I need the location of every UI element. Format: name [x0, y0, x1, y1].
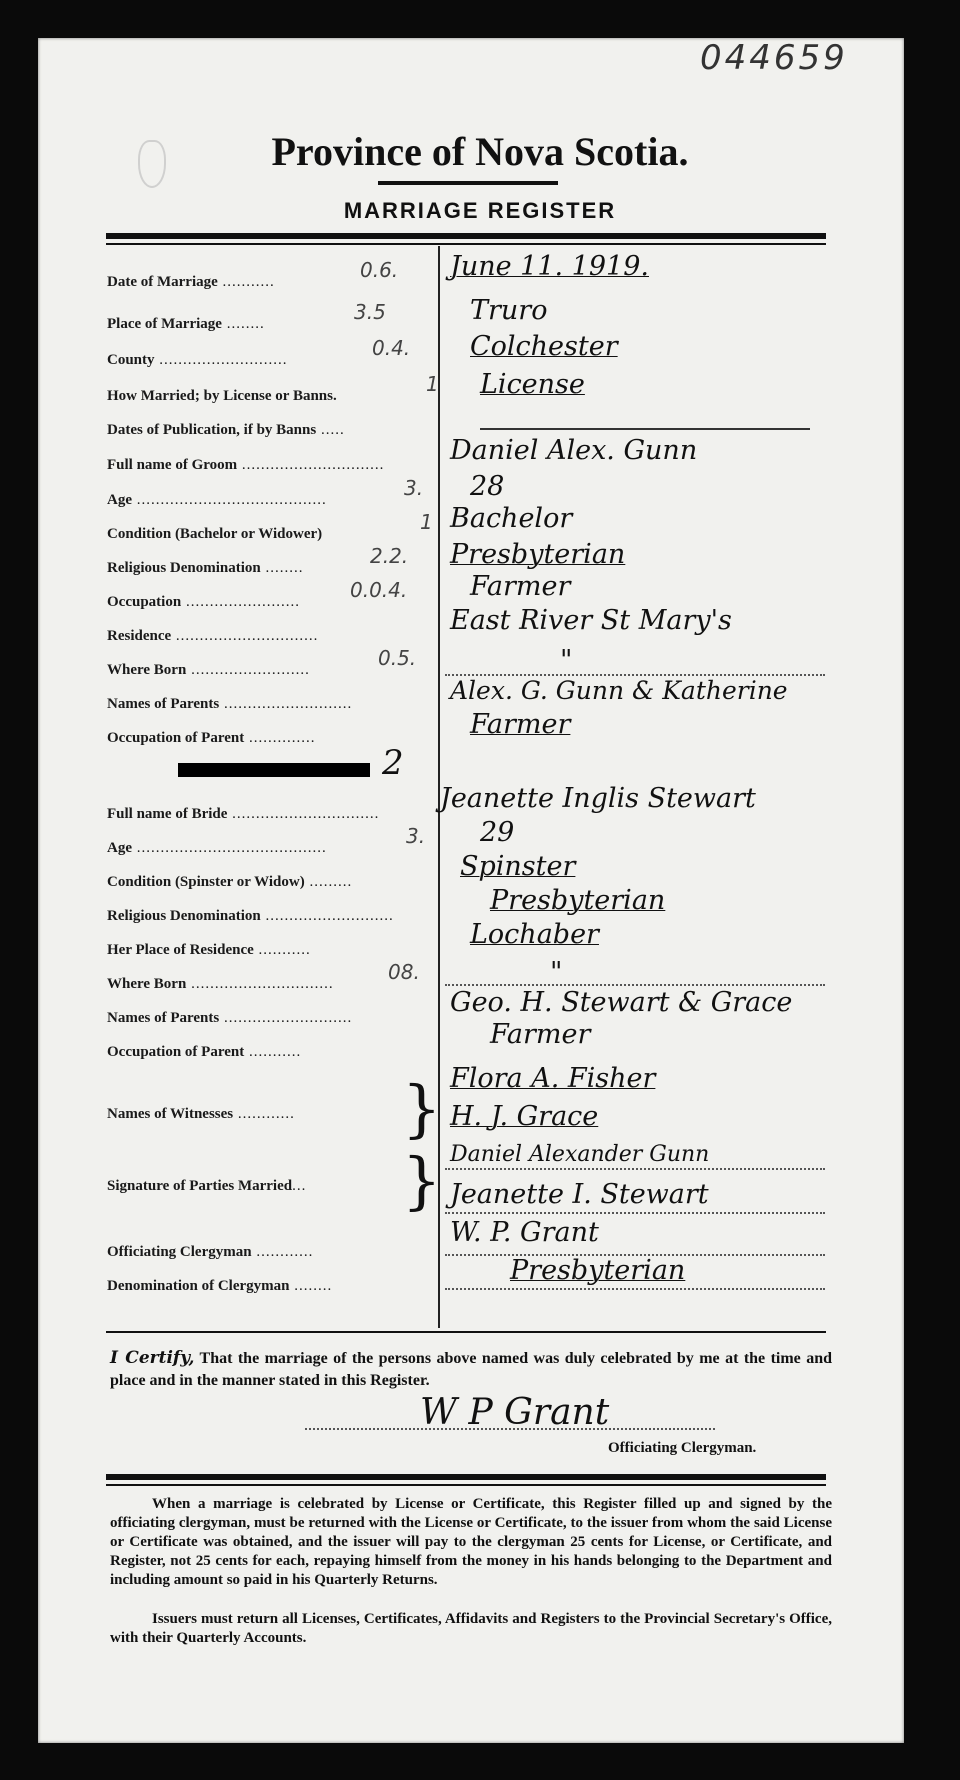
field-label: Occupation of Parent ..............: [107, 730, 316, 746]
bride-age-value: 29: [480, 817, 515, 848]
instructions-notice: When a marriage is celebrated by License or Certificate, this Register filled up and signed by the officiating clergyman, must be returned with the License or Certificate, to the issuer from whom the said License or Certificate was obtained, and the issuer will pay to the clergyman 25 cents for License, or Certificate, and Register, not 25 cents for each, repaying himself from the money in his hands belonging to the Department and including amount so paid in his Quarterly Returns.: [110, 1496, 832, 1588]
field-label: Dates of Publication, if by Banns .....: [107, 422, 345, 438]
bride-parent-occupation-value: Farmer: [490, 1019, 591, 1050]
top-rule: [106, 233, 826, 239]
field-code: 08.: [388, 960, 420, 984]
section-rule: [106, 1331, 826, 1333]
bride-parents-value: Geo. H. Stewart & Grace: [450, 987, 793, 1018]
field-label: Occupation of Parent ...........: [107, 1044, 302, 1060]
top-rule-thin: [106, 243, 826, 245]
notice-rule-thin: [106, 1484, 826, 1486]
clergy-signature: W P Grant: [420, 1392, 610, 1433]
field-label: Denomination of Clergyman ........: [107, 1278, 333, 1294]
signature-line: [305, 1428, 715, 1430]
field-label: Where Born ..............................: [107, 976, 334, 992]
register-subtitle: MARRIAGE REGISTER: [343, 198, 617, 223]
issuers-note: Issuers must return all Licenses, Certificates, Affidavits and Registers to the Provincial Secretary's Office, with their Quarterly Accounts.: [110, 1611, 832, 1646]
signature-groom-value: Daniel Alexander Gunn: [450, 1142, 710, 1167]
field-label: County ...........................: [107, 352, 288, 368]
witnesses-brace: }: [402, 1072, 442, 1145]
field-label: How Married; by License or Banns.: [107, 388, 337, 404]
parent-occupation-value: Farmer: [470, 709, 571, 740]
field-code: 3.: [404, 476, 424, 500]
clergyman-value: W. P. Grant: [450, 1217, 599, 1248]
bride-birthplace-value: ": [550, 957, 563, 988]
field-label: Condition (Spinster or Widow) .........: [107, 874, 353, 890]
field-label: Occupation ........................: [107, 594, 300, 610]
notice-rule: [106, 1474, 826, 1480]
field-code: 2.2.: [370, 544, 409, 568]
signature-caption: Officiating Clergyman.: [608, 1440, 757, 1456]
witness-1-value: Flora A. Fisher: [450, 1063, 656, 1094]
bride-condition-value: Spinster: [460, 851, 576, 882]
field-label: Names of Parents ...........................: [107, 1010, 353, 1026]
how-married-value: License: [480, 369, 585, 400]
field-label: Condition (Bachelor or Widower): [107, 526, 323, 542]
place-of-marriage-value: Truro: [470, 295, 548, 326]
bride-religion-value: Presbyterian: [490, 885, 666, 916]
groom-name-value: Daniel Alex. Gunn: [450, 435, 698, 466]
page-title: Province of Nova Scotia.: [271, 129, 689, 174]
banns-blank-line: [480, 428, 810, 430]
section-mark: 2: [382, 743, 404, 783]
witnesses-label: Names of Witnesses ............: [107, 1106, 295, 1122]
field-code: 0.5.: [378, 646, 417, 670]
field-label: Age ........................................: [107, 492, 327, 508]
groom-religion-value: Presbyterian: [450, 539, 626, 570]
field-label: Residence ..............................: [107, 628, 319, 644]
groom-occupation-value: Farmer: [470, 571, 571, 602]
groom-birthplace-value: ": [560, 645, 573, 676]
groom-residence-value: East River St Mary's: [450, 605, 732, 636]
field-code: 0.4.: [372, 336, 411, 360]
dotted-line: [445, 1212, 825, 1214]
field-label: Full name of Bride ...............................: [107, 806, 380, 822]
certification-text: [110, 1347, 832, 1392]
redaction-bar: [178, 763, 370, 777]
groom-age-value: 28: [470, 471, 505, 502]
field-code: 3.5: [354, 300, 386, 324]
field-code: 0.6.: [360, 258, 399, 282]
witness-2-value: H. J. Grace: [450, 1101, 599, 1132]
groom-condition-value: Bachelor: [450, 503, 573, 534]
field-label: Date of Marriage ...........: [107, 274, 275, 290]
signatures-brace: }: [402, 1144, 442, 1217]
field-label: Her Place of Residence ...........: [107, 942, 311, 958]
clergy-denomination-value: Presbyterian: [510, 1255, 686, 1286]
signature-bride-value: Jeanette I. Stewart: [450, 1179, 709, 1210]
signatures-label: Signature of Parties Married...: [107, 1178, 307, 1194]
bride-residence-value: Lochaber: [470, 919, 599, 950]
serial-number: 044659: [700, 38, 848, 78]
field-label: Place of Marriage ........: [107, 316, 265, 332]
field-code: 0.0.4.: [350, 578, 408, 602]
date-of-marriage-value: June 11. 1919.: [450, 251, 649, 282]
dotted-line: [445, 1288, 825, 1290]
county-value: Colchester: [470, 331, 618, 362]
field-label: Officiating Clergyman ............: [107, 1244, 314, 1260]
field-code: 1: [426, 372, 439, 396]
field-label: Age ........................................: [107, 840, 327, 856]
field-label: Religious Denomination ...........................: [107, 908, 394, 924]
field-label: Religious Denomination ........: [107, 560, 304, 576]
field-label: Names of Parents ...........................: [107, 696, 353, 712]
dotted-line: [445, 984, 825, 986]
certify-lead: I Certify,: [110, 1348, 195, 1368]
field-label: Full name of Groom ..............................: [107, 457, 385, 473]
dotted-line: [445, 1168, 825, 1170]
bride-name-value: Jeanette Inglis Stewart: [440, 783, 756, 814]
groom-parents-value: Alex. G. Gunn & Katherine: [450, 676, 788, 705]
certify-body: That the marriage of the persons above named was duly celebrated by me at the time and place and in the manner stated in this Register.: [110, 1350, 832, 1389]
field-code: 3.: [406, 824, 426, 848]
field-label: Where Born .........................: [107, 662, 310, 678]
title-divider: [378, 181, 558, 185]
field-code: 1: [420, 510, 433, 534]
